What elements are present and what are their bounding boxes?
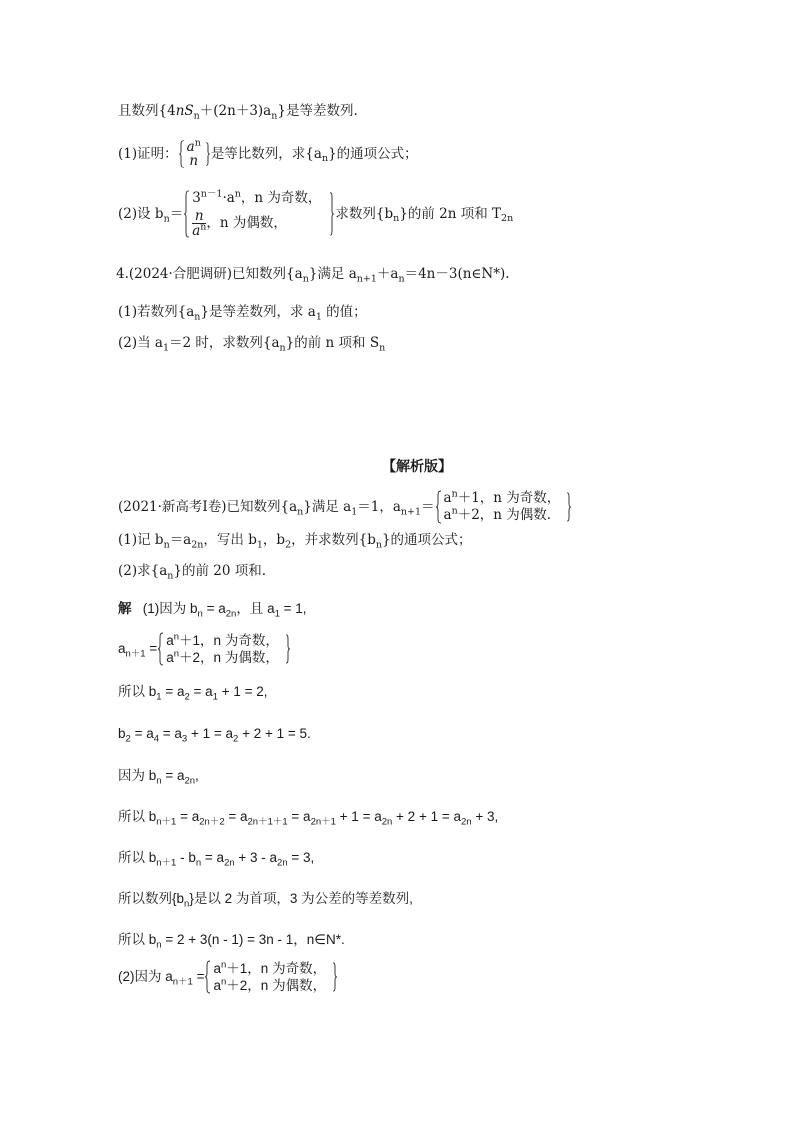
problem-4-q1: [118, 302, 367, 322]
text: ，b: [262, 532, 286, 548]
text: 2n: [381, 816, 393, 828]
case-row: [192, 190, 321, 207]
text: 2: [285, 539, 292, 551]
text: ＋(2n＋3)a: [199, 103, 272, 119]
text: = a: [159, 726, 182, 741]
text: (2)设 b: [118, 206, 164, 222]
text: a: [166, 633, 174, 648]
left-brace-icon: [435, 490, 442, 524]
fraction: [186, 137, 201, 169]
text: (1)证明：: [118, 146, 178, 162]
text: 1: [156, 691, 162, 703]
text: n: [189, 153, 199, 169]
text: 2n: [501, 213, 514, 225]
text: a: [213, 978, 221, 993]
text: a: [443, 507, 452, 523]
text: + 3 - a: [234, 850, 278, 865]
text: ＋a: [376, 266, 399, 282]
analysis-problem: [118, 490, 572, 524]
text: 所以数列{b: [118, 891, 185, 906]
case-row: [213, 960, 326, 977]
text: 因为 b: [118, 768, 157, 783]
question-1: [118, 137, 418, 169]
text: + 1 = a: [187, 726, 234, 741]
right-brace-icon: [566, 492, 572, 522]
intro-line: 且数列$\{4nS_n+(2n+3)a_n\}$是等差数列.: [118, 103, 358, 122]
left-brace-icon: [178, 140, 185, 168]
text: 4.(2024·合肥调研)已知数列{a: [116, 266, 303, 282]
text: }的前 n 项和 S: [285, 335, 380, 351]
text: (1)因为 b: [142, 601, 198, 616]
text: ＝4n－3(n∈N*).: [404, 266, 510, 282]
text: = a: [189, 684, 213, 699]
text: ＋1，n 为奇数，: [457, 490, 561, 506]
text: + 2 + 1 = a: [392, 809, 461, 824]
text: n: [193, 110, 200, 122]
text: =: [192, 969, 205, 984]
text: 2n: [184, 775, 196, 787]
text: }是等差数列.: [277, 103, 358, 119]
text: n: [194, 137, 201, 149]
analysis-q1: [118, 530, 472, 550]
text: n+1: [400, 506, 422, 518]
case-row: [166, 632, 279, 649]
text: }的前 20 项和.: [173, 563, 267, 579]
text: n: [200, 221, 207, 233]
text: ＝1，a: [357, 499, 401, 515]
text: 2n＋1＋1: [247, 816, 288, 828]
text: 所以 b: [118, 850, 157, 865]
text: 是等比数列，求{a: [210, 146, 322, 162]
text: 1: [351, 506, 358, 518]
text: S: [184, 103, 194, 119]
text: 3: [192, 190, 201, 206]
text: (2)当 a: [118, 335, 163, 351]
right-brace-icon: [285, 634, 291, 664]
text: 2: [233, 733, 239, 745]
text: 所以 b: [118, 684, 157, 699]
text: = 3,: [287, 850, 315, 865]
text: b: [118, 726, 126, 741]
left-brace-icon: [157, 632, 164, 666]
text: a: [192, 223, 201, 239]
text: a: [166, 650, 174, 665]
text: ,: [195, 768, 199, 783]
text: n: [194, 311, 201, 323]
solution-line-7: [118, 930, 345, 950]
text: (2021·新高考Ⅰ卷)已知数列{a: [118, 499, 298, 515]
text: = 1,: [279, 601, 307, 616]
text: = a: [130, 726, 154, 741]
text: - b: [176, 850, 196, 865]
text: 所以 b: [118, 809, 157, 824]
text: }是以 2 为首项，3 为公差的等差数列,: [189, 891, 413, 906]
solution-line-4: [118, 807, 498, 827]
text: n＋1: [156, 857, 177, 869]
text: }满足 a: [308, 266, 357, 282]
text: n: [221, 959, 227, 971]
text: n: [167, 570, 174, 582]
text: n: [163, 539, 170, 551]
text: = a: [201, 850, 225, 865]
text: a: [186, 139, 195, 155]
text: 1: [274, 608, 280, 620]
label: [118, 497, 435, 517]
text: n: [156, 775, 162, 787]
text: ＋1，n 为奇数，: [179, 633, 279, 648]
text: 2n: [225, 608, 237, 620]
solution-line-5: [118, 848, 314, 868]
text: n－1: [200, 188, 223, 200]
question-2: [118, 190, 513, 238]
text: n: [393, 213, 400, 225]
text: + 1 = 2,: [217, 684, 268, 699]
text: n: [173, 631, 180, 643]
text: n＋1: [172, 976, 193, 988]
text: =: [145, 641, 158, 656]
solution-line-3: [118, 766, 199, 786]
text: }的前 2n 项和 T: [399, 206, 502, 222]
label: [118, 639, 157, 659]
text: (1)若数列{a: [118, 304, 195, 320]
piecewise: [183, 190, 335, 238]
text: ，n 为偶数，: [206, 215, 287, 231]
text: = a: [161, 684, 185, 699]
problem-4-q2: [118, 333, 385, 353]
text: a: [443, 490, 452, 506]
text: n: [451, 488, 458, 500]
text: 2n: [224, 857, 235, 869]
text: ，写出 b: [203, 532, 257, 548]
text: = a: [224, 809, 248, 824]
text: n: [221, 976, 227, 988]
case-row: [444, 490, 561, 507]
case-row: [192, 209, 321, 238]
text: ＋2，n 为偶数，: [226, 978, 327, 993]
text: }满足 a: [303, 499, 352, 515]
solution-start: [118, 599, 307, 619]
text: 3: [181, 733, 188, 745]
text: n: [197, 608, 203, 620]
text: ＋1，n 为奇数，: [226, 961, 327, 976]
analysis-q2: [118, 561, 266, 581]
left-brace-icon: [183, 190, 190, 238]
text: 2n: [191, 539, 204, 551]
text: n: [184, 898, 190, 910]
text: 所以 b: [118, 932, 157, 947]
label: [118, 967, 204, 987]
case-row: [166, 649, 279, 666]
text: n: [271, 110, 278, 122]
text: ＋2，n 为偶数.: [457, 507, 552, 523]
brace-group: [178, 137, 211, 169]
text: ＝2 时，求数列{a: [169, 335, 280, 351]
text: = a: [202, 601, 226, 616]
solution-line-1: [118, 682, 268, 702]
text: + 1 = a: [335, 809, 382, 824]
text: n: [173, 648, 180, 660]
text: 2n＋1: [310, 816, 336, 828]
text: n: [279, 342, 286, 354]
problem-4: [116, 264, 510, 284]
text: n: [163, 213, 170, 225]
text: 的值；: [321, 304, 367, 320]
right-brace-icon: [329, 192, 335, 236]
text: = 2 + 3(n - 1) = 3n - 1，n∈N*.: [161, 932, 345, 947]
left-brace-icon: [204, 960, 211, 994]
text: = a: [176, 809, 200, 824]
text: 1: [212, 691, 218, 703]
text: 2n＋2: [199, 816, 225, 828]
solution-line-2: [118, 724, 311, 744]
text: 1: [256, 539, 263, 551]
text: n: [321, 153, 329, 165]
label: [118, 204, 183, 224]
text: ＝: [169, 206, 184, 222]
text: n: [297, 506, 304, 518]
solution-label: 解: [118, 601, 132, 616]
right-brace-icon: [332, 962, 338, 992]
text: n: [302, 273, 309, 285]
text: (1)记 b: [118, 532, 164, 548]
text: n: [195, 857, 202, 869]
text: ＋2，n 为偶数，: [179, 650, 279, 665]
solution-case: [118, 632, 291, 666]
text: + 2 + 1 = 5.: [238, 726, 311, 741]
text: ＝a: [169, 532, 192, 548]
text: ·a: [222, 190, 235, 206]
text: ＝: [421, 499, 435, 515]
solution-line-8: [118, 960, 338, 994]
text: n: [375, 539, 382, 551]
text: n: [379, 342, 386, 354]
text: n＋1: [156, 816, 177, 828]
text: }是等差数列，求 a: [200, 304, 316, 320]
text: 2: [125, 733, 131, 745]
text: }的通项公式；: [381, 532, 472, 548]
text: (2)求{a: [118, 563, 168, 579]
text: + 3,: [471, 809, 499, 824]
text: 2n: [277, 857, 288, 869]
text: n＋1: [125, 648, 146, 660]
text: (2)因为 a: [118, 969, 173, 984]
text: 4: [153, 733, 160, 745]
text: 1: [162, 342, 170, 354]
text: n: [398, 273, 405, 285]
piecewise: [157, 632, 291, 666]
text: a: [118, 641, 126, 656]
text: a: [213, 961, 221, 976]
text: n: [234, 188, 241, 200]
text: n: [156, 939, 162, 951]
text: 且数列{4: [118, 103, 176, 119]
section-heading: 【解析版】: [382, 459, 452, 475]
text: = a: [287, 809, 311, 824]
fraction: [192, 209, 206, 238]
right-brace-icon: [205, 142, 211, 166]
text: 1: [315, 311, 322, 323]
solution-line-6: [118, 889, 413, 909]
text: n: [451, 505, 458, 517]
text: ，并求数列{b: [291, 532, 376, 548]
text: }的通项公式；: [328, 146, 418, 162]
text: n+1: [356, 273, 377, 285]
piecewise: [435, 490, 573, 524]
piecewise: [204, 960, 338, 994]
text: ，且 a: [236, 601, 275, 616]
text: 求数列{b: [335, 206, 394, 222]
case-row: [213, 977, 326, 994]
text: = a: [161, 768, 185, 783]
text: ，n 为奇数，: [240, 190, 322, 206]
text: 2: [184, 691, 190, 703]
case-row: [444, 507, 561, 524]
text: 2n: [460, 816, 472, 828]
text: n: [194, 208, 204, 224]
